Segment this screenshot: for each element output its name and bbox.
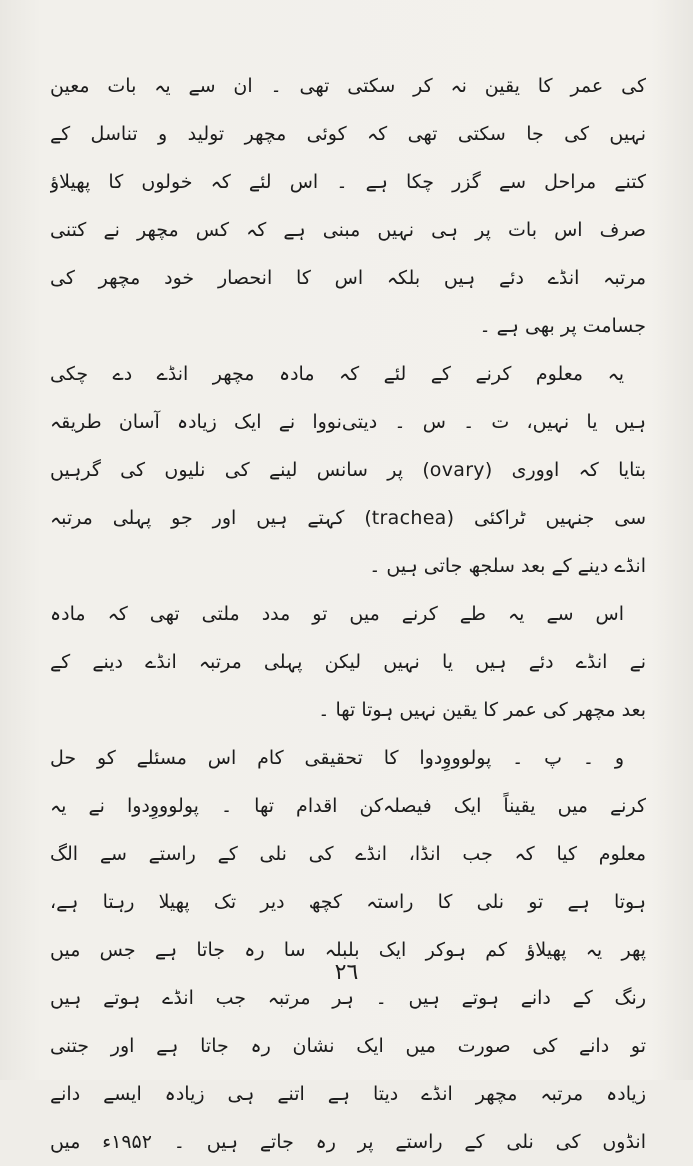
text-line: بتایا کہ اووری (ovary) پر سانس لینے کی نلیوں کی گرہیں — [50, 459, 646, 481]
text-line: انڈے دینے کے بعد سلجھ جاتی ہیں ۔ — [369, 555, 646, 577]
text-line: تو دانے کی صورت میں ایک نشان رہ جاتا ہے اور جتنی — [50, 1035, 646, 1057]
text-line: نہیں کی جا سکتی تھی کہ کوئی مچھر تولید و تناسل کے — [50, 123, 646, 145]
text-line: کرنے میں یقیناً ایک فیصلہ‌کن اقدام تھا ۔ پولوووِدوا نے یہ — [50, 795, 646, 817]
text-line: و ۔ پ ۔ پولوووِدوا کا تحقیقی کام اس مسئلے کو حل — [50, 747, 624, 769]
text-line: معلوم کیا کہ جب انڈا، انڈے کی نلی کے راستے سے الگ — [50, 843, 646, 865]
text-line: ہوتا ہے تو نلی کا راستہ کچھ دیر تک پھیلا رہتا ہے، — [50, 891, 646, 913]
text-line: کتنے مراحل سے گزر چکا ہے ۔ اس لئے کہ خولوں کا پھیلاؤ — [50, 171, 646, 193]
text-line: زیادہ مرتبہ مچھر انڈے دیتا ہے اتنے ہی زیادہ ایسے دانے — [50, 1083, 646, 1105]
text-line: کی عمر کا یقین نہ کر سکتی تھی ۔ ان سے یہ بات معین — [50, 75, 646, 97]
text-line: یہ معلوم کرنے کے لئے کہ مادہ مچھر انڈے دے چکی — [50, 363, 624, 385]
text-line: نے انڈے دئے ہیں یا نہیں لیکن پہلی مرتبہ انڈے دینے کے — [50, 651, 646, 673]
text-line: اس سے یہ طے کرنے میں تو مدد ملتی تھی کہ مادہ — [50, 603, 624, 625]
body-text — [50, 62, 646, 1166]
text-line: پھر یہ پھیلاؤ کم ہوکر ایک بلبلہ سا رہ جاتا ہے جس میں — [50, 939, 646, 961]
text-line: سی جنہیں ٹراکئی (trachea) کہتے ہیں اور جو پہلی مرتبہ — [50, 507, 646, 529]
text-line: انڈوں کی نلی کے راستے پر رہ جاتے ہیں ۔ ۱۹۵۲ء میں — [50, 1131, 646, 1153]
page-number: ۲٦ — [334, 960, 359, 985]
text-line: جسامت پر بھی ہے ۔ — [479, 315, 646, 337]
text-line: صرف اس بات پر ہی نہیں مبنی ہے کہ کس مچھر نے کتنی — [50, 219, 646, 241]
text-line: مرتبہ انڈے دئے ہیں بلکہ اس کا انحصار خود مچھر کی — [50, 267, 646, 289]
text-line: رنگ کے دانے ہوتے ہیں ۔ ہر مرتبہ جب انڈے ہوتے ہیں — [50, 987, 646, 1009]
text-line: بعد مچھر کی عمر کا یقین نہیں ہوتا تھا ۔ — [318, 699, 646, 721]
text-line: ہیں یا نہیں، ت ۔ س ۔ دیتی‌نووا نے ایک زیادہ آسان طریقہ — [50, 411, 646, 433]
